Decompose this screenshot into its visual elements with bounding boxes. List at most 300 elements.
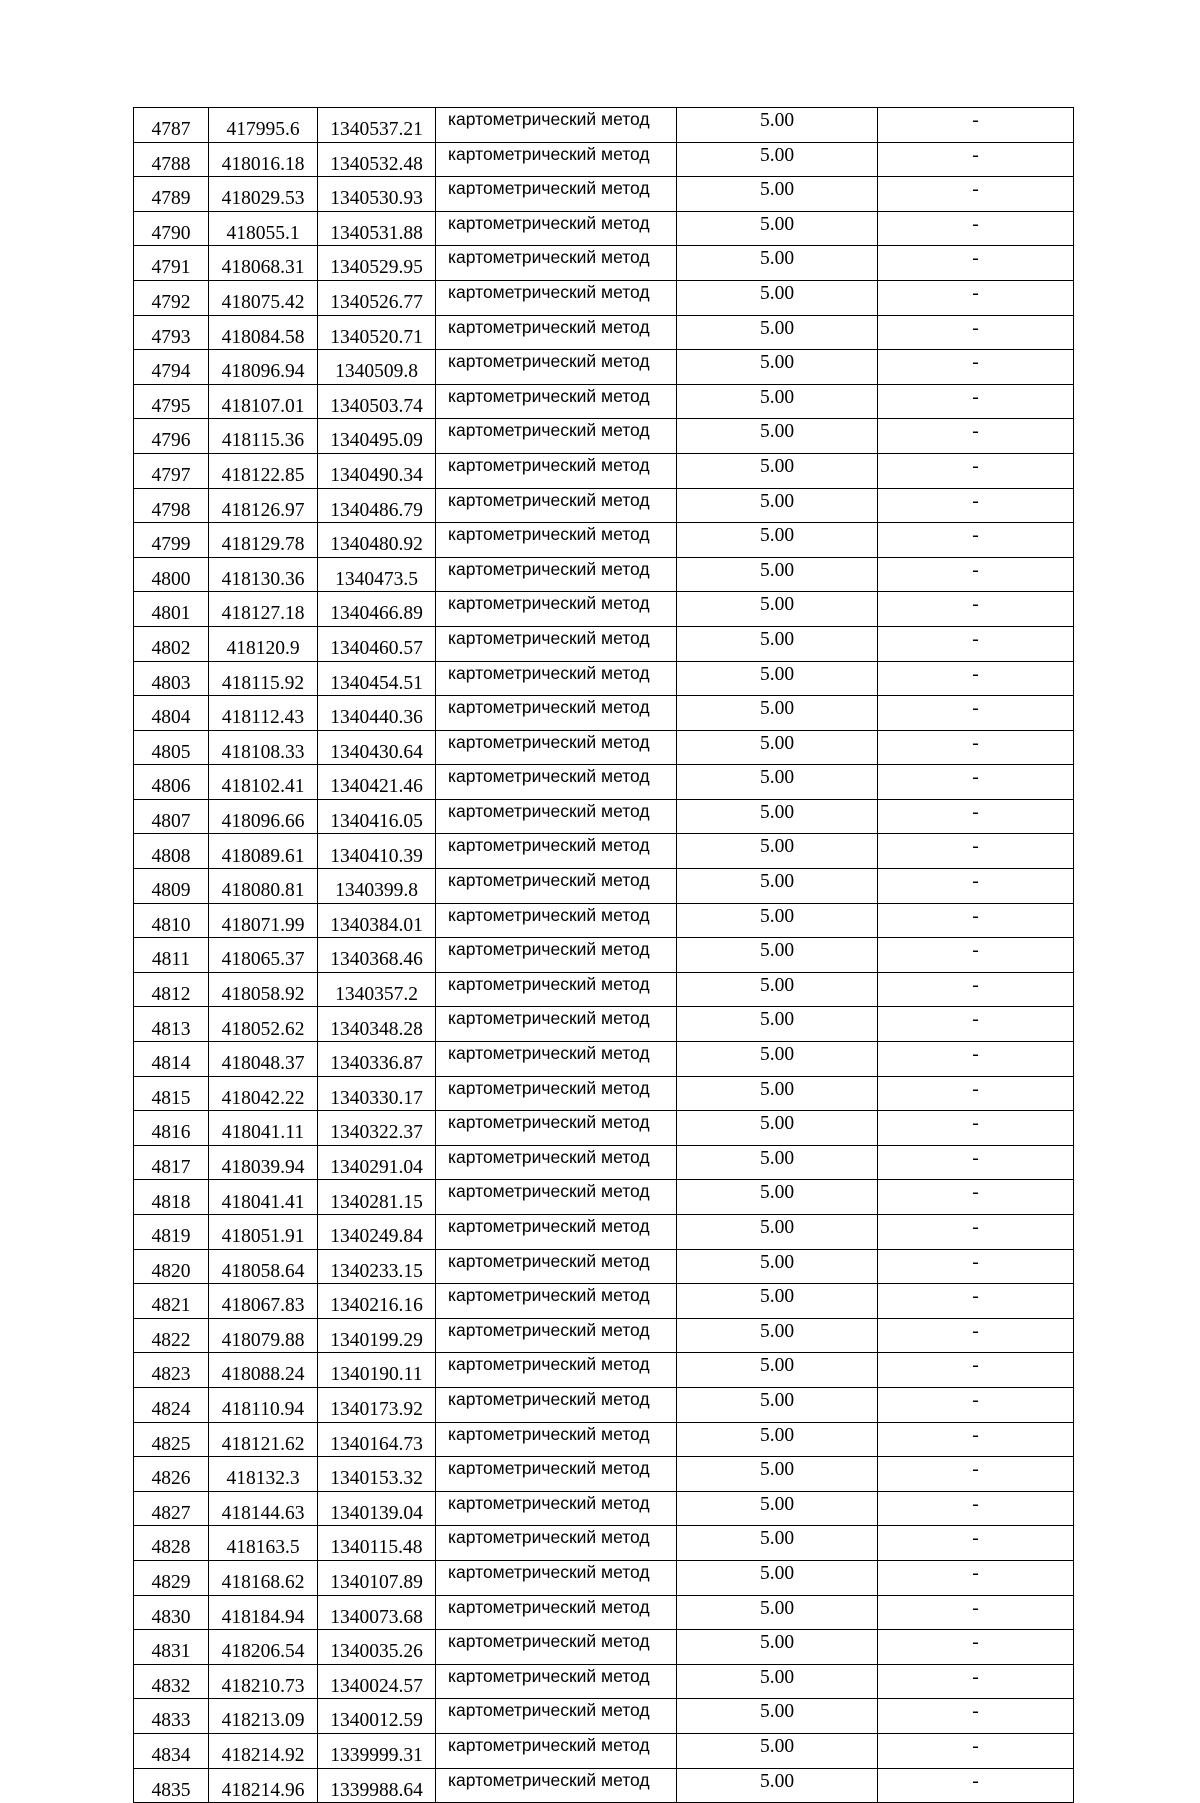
method-cell: картометрический метод bbox=[436, 1111, 677, 1146]
point-number-cell: 4827 bbox=[134, 1491, 209, 1526]
point-number-cell: 4821 bbox=[134, 1284, 209, 1319]
method-cell: картометрический метод bbox=[436, 350, 677, 385]
accuracy-cell: 5.00 bbox=[677, 1630, 878, 1665]
table-row bbox=[134, 765, 1074, 800]
description-cell: - bbox=[878, 1664, 1074, 1699]
y-coordinate-cell: 1340024.57 bbox=[318, 1664, 436, 1699]
x-coordinate-cell: 418112.43 bbox=[209, 696, 318, 731]
accuracy-cell: 5.00 bbox=[677, 280, 878, 315]
table-row bbox=[134, 1145, 1074, 1180]
point-number-cell: 4834 bbox=[134, 1733, 209, 1768]
description-cell: - bbox=[878, 834, 1074, 869]
description-cell: - bbox=[878, 1145, 1074, 1180]
description-cell: - bbox=[878, 903, 1074, 938]
description-cell: - bbox=[878, 280, 1074, 315]
accuracy-cell: 5.00 bbox=[677, 1318, 878, 1353]
description-cell: - bbox=[878, 661, 1074, 696]
x-coordinate-cell: 418102.41 bbox=[209, 765, 318, 800]
y-coordinate-cell: 1340330.17 bbox=[318, 1076, 436, 1111]
table-row bbox=[134, 1215, 1074, 1250]
method-cell: картометрический метод bbox=[436, 1630, 677, 1665]
point-number-cell: 4825 bbox=[134, 1422, 209, 1457]
description-cell: - bbox=[878, 1595, 1074, 1630]
method-cell: картометрический метод bbox=[436, 280, 677, 315]
description-cell: - bbox=[878, 350, 1074, 385]
table-row bbox=[134, 1560, 1074, 1595]
x-coordinate-cell: 418130.36 bbox=[209, 557, 318, 592]
method-cell: картометрический метод bbox=[436, 1526, 677, 1561]
x-coordinate-cell: 418016.18 bbox=[209, 142, 318, 177]
y-coordinate-cell: 1340454.51 bbox=[318, 661, 436, 696]
table-row bbox=[134, 1664, 1074, 1699]
y-coordinate-cell: 1340495.09 bbox=[318, 419, 436, 454]
table-row bbox=[134, 1733, 1074, 1768]
table-row bbox=[134, 419, 1074, 454]
method-cell: картометрический метод bbox=[436, 1180, 677, 1215]
x-coordinate-cell: 418058.64 bbox=[209, 1249, 318, 1284]
x-coordinate-cell: 418213.09 bbox=[209, 1699, 318, 1734]
accuracy-cell: 5.00 bbox=[677, 1145, 878, 1180]
method-cell: картометрический метод bbox=[436, 834, 677, 869]
x-coordinate-cell: 418041.11 bbox=[209, 1111, 318, 1146]
description-cell: - bbox=[878, 177, 1074, 212]
accuracy-cell: 5.00 bbox=[677, 903, 878, 938]
point-number-cell: 4799 bbox=[134, 523, 209, 558]
y-coordinate-cell: 1340490.34 bbox=[318, 453, 436, 488]
method-cell: картометрический метод bbox=[436, 799, 677, 834]
description-cell: - bbox=[878, 1457, 1074, 1492]
method-cell: картометрический метод bbox=[436, 626, 677, 661]
x-coordinate-cell: 418206.54 bbox=[209, 1630, 318, 1665]
table-row bbox=[134, 315, 1074, 350]
method-cell: картометрический метод bbox=[436, 1318, 677, 1353]
y-coordinate-cell: 1340281.15 bbox=[318, 1180, 436, 1215]
table-row bbox=[134, 1457, 1074, 1492]
table-row bbox=[134, 972, 1074, 1007]
description-cell: - bbox=[878, 696, 1074, 731]
accuracy-cell: 5.00 bbox=[677, 384, 878, 419]
y-coordinate-cell: 1340440.36 bbox=[318, 696, 436, 731]
x-coordinate-cell: 418065.37 bbox=[209, 938, 318, 973]
point-number-cell: 4789 bbox=[134, 177, 209, 212]
point-number-cell: 4832 bbox=[134, 1664, 209, 1699]
y-coordinate-cell: 1340473.5 bbox=[318, 557, 436, 592]
accuracy-cell: 5.00 bbox=[677, 523, 878, 558]
description-cell: - bbox=[878, 1215, 1074, 1250]
x-coordinate-cell: 418127.18 bbox=[209, 592, 318, 627]
description-cell: - bbox=[878, 1180, 1074, 1215]
table-row bbox=[134, 177, 1074, 212]
table-row bbox=[134, 869, 1074, 904]
method-cell: картометрический метод bbox=[436, 1491, 677, 1526]
description-cell: - bbox=[878, 557, 1074, 592]
description-cell: - bbox=[878, 1526, 1074, 1561]
y-coordinate-cell: 1340107.89 bbox=[318, 1560, 436, 1595]
x-coordinate-cell: 418075.42 bbox=[209, 280, 318, 315]
description-cell: - bbox=[878, 315, 1074, 350]
point-number-cell: 4805 bbox=[134, 730, 209, 765]
accuracy-cell: 5.00 bbox=[677, 1422, 878, 1457]
x-coordinate-cell: 418084.58 bbox=[209, 315, 318, 350]
accuracy-cell: 5.00 bbox=[677, 765, 878, 800]
method-cell: картометрический метод bbox=[436, 1595, 677, 1630]
y-coordinate-cell: 1340480.92 bbox=[318, 523, 436, 558]
accuracy-cell: 5.00 bbox=[677, 557, 878, 592]
description-cell: - bbox=[878, 972, 1074, 1007]
method-cell: картометрический метод bbox=[436, 903, 677, 938]
point-number-cell: 4814 bbox=[134, 1042, 209, 1077]
point-number-cell: 4813 bbox=[134, 1007, 209, 1042]
point-number-cell: 4796 bbox=[134, 419, 209, 454]
method-cell: картометрический метод bbox=[436, 211, 677, 246]
y-coordinate-cell: 1340291.04 bbox=[318, 1145, 436, 1180]
accuracy-cell: 5.00 bbox=[677, 315, 878, 350]
table-row bbox=[134, 1526, 1074, 1561]
x-coordinate-cell: 418126.97 bbox=[209, 488, 318, 523]
table-row bbox=[134, 384, 1074, 419]
point-number-cell: 4830 bbox=[134, 1595, 209, 1630]
x-coordinate-cell: 418168.62 bbox=[209, 1560, 318, 1595]
method-cell: картометрический метод bbox=[436, 1733, 677, 1768]
point-number-cell: 4817 bbox=[134, 1145, 209, 1180]
method-cell: картометрический метод bbox=[436, 419, 677, 454]
method-cell: картометрический метод bbox=[436, 1560, 677, 1595]
method-cell: картометрический метод bbox=[436, 696, 677, 731]
description-cell: - bbox=[878, 765, 1074, 800]
method-cell: картометрический метод bbox=[436, 592, 677, 627]
x-coordinate-cell: 418041.41 bbox=[209, 1180, 318, 1215]
table-row bbox=[134, 903, 1074, 938]
table-row bbox=[134, 350, 1074, 385]
y-coordinate-cell: 1340460.57 bbox=[318, 626, 436, 661]
point-number-cell: 4797 bbox=[134, 453, 209, 488]
method-cell: картометрический метод bbox=[436, 1076, 677, 1111]
accuracy-cell: 5.00 bbox=[677, 1111, 878, 1146]
point-number-cell: 4826 bbox=[134, 1457, 209, 1492]
accuracy-cell: 5.00 bbox=[677, 453, 878, 488]
table-row bbox=[134, 1422, 1074, 1457]
accuracy-cell: 5.00 bbox=[677, 1249, 878, 1284]
table-row bbox=[134, 626, 1074, 661]
y-coordinate-cell: 1340509.8 bbox=[318, 350, 436, 385]
table-row bbox=[134, 696, 1074, 731]
x-coordinate-cell: 418042.22 bbox=[209, 1076, 318, 1111]
method-cell: картометрический метод bbox=[436, 1664, 677, 1699]
table-row bbox=[134, 1111, 1074, 1146]
accuracy-cell: 5.00 bbox=[677, 1457, 878, 1492]
accuracy-cell: 5.00 bbox=[677, 1699, 878, 1734]
x-coordinate-cell: 418214.96 bbox=[209, 1768, 318, 1803]
x-coordinate-cell: 418052.62 bbox=[209, 1007, 318, 1042]
point-number-cell: 4823 bbox=[134, 1353, 209, 1388]
point-number-cell: 4787 bbox=[134, 108, 209, 143]
point-number-cell: 4800 bbox=[134, 557, 209, 592]
y-coordinate-cell: 1340530.93 bbox=[318, 177, 436, 212]
description-cell: - bbox=[878, 1318, 1074, 1353]
description-cell: - bbox=[878, 142, 1074, 177]
y-coordinate-cell: 1340073.68 bbox=[318, 1595, 436, 1630]
x-coordinate-cell: 418115.92 bbox=[209, 661, 318, 696]
x-coordinate-cell: 418110.94 bbox=[209, 1387, 318, 1422]
description-cell: - bbox=[878, 523, 1074, 558]
accuracy-cell: 5.00 bbox=[677, 1180, 878, 1215]
y-coordinate-cell: 1340532.48 bbox=[318, 142, 436, 177]
accuracy-cell: 5.00 bbox=[677, 246, 878, 281]
y-coordinate-cell: 1340526.77 bbox=[318, 280, 436, 315]
table-row bbox=[134, 453, 1074, 488]
accuracy-cell: 5.00 bbox=[677, 1042, 878, 1077]
y-coordinate-cell: 1340357.2 bbox=[318, 972, 436, 1007]
method-cell: картометрический метод bbox=[436, 1007, 677, 1042]
point-number-cell: 4818 bbox=[134, 1180, 209, 1215]
description-cell: - bbox=[878, 1387, 1074, 1422]
accuracy-cell: 5.00 bbox=[677, 799, 878, 834]
description-cell: - bbox=[878, 419, 1074, 454]
table-row bbox=[134, 661, 1074, 696]
description-cell: - bbox=[878, 626, 1074, 661]
y-coordinate-cell: 1340164.73 bbox=[318, 1422, 436, 1457]
description-cell: - bbox=[878, 1491, 1074, 1526]
description-cell: - bbox=[878, 1076, 1074, 1111]
x-coordinate-cell: 418048.37 bbox=[209, 1042, 318, 1077]
x-coordinate-cell: 418210.73 bbox=[209, 1664, 318, 1699]
point-number-cell: 4803 bbox=[134, 661, 209, 696]
accuracy-cell: 5.00 bbox=[677, 972, 878, 1007]
method-cell: картометрический метод bbox=[436, 108, 677, 143]
method-cell: картометрический метод bbox=[436, 1387, 677, 1422]
table-row bbox=[134, 1491, 1074, 1526]
point-number-cell: 4801 bbox=[134, 592, 209, 627]
accuracy-cell: 5.00 bbox=[677, 1284, 878, 1319]
accuracy-cell: 5.00 bbox=[677, 869, 878, 904]
description-cell: - bbox=[878, 1422, 1074, 1457]
y-coordinate-cell: 1339999.31 bbox=[318, 1733, 436, 1768]
description-cell: - bbox=[878, 592, 1074, 627]
point-number-cell: 4829 bbox=[134, 1560, 209, 1595]
table-row bbox=[134, 799, 1074, 834]
description-cell: - bbox=[878, 1111, 1074, 1146]
accuracy-cell: 5.00 bbox=[677, 592, 878, 627]
accuracy-cell: 5.00 bbox=[677, 1387, 878, 1422]
accuracy-cell: 5.00 bbox=[677, 696, 878, 731]
x-coordinate-cell: 418055.1 bbox=[209, 211, 318, 246]
x-coordinate-cell: 418129.78 bbox=[209, 523, 318, 558]
point-number-cell: 4819 bbox=[134, 1215, 209, 1250]
y-coordinate-cell: 1340173.92 bbox=[318, 1387, 436, 1422]
y-coordinate-cell: 1340410.39 bbox=[318, 834, 436, 869]
x-coordinate-cell: 417995.6 bbox=[209, 108, 318, 143]
description-cell: - bbox=[878, 246, 1074, 281]
y-coordinate-cell: 1340115.48 bbox=[318, 1526, 436, 1561]
method-cell: картометрический метод bbox=[436, 1353, 677, 1388]
accuracy-cell: 5.00 bbox=[677, 1733, 878, 1768]
coordinates-table-body bbox=[134, 108, 1074, 1803]
description-cell: - bbox=[878, 1699, 1074, 1734]
point-number-cell: 4809 bbox=[134, 869, 209, 904]
description-cell: - bbox=[878, 1630, 1074, 1665]
description-cell: - bbox=[878, 1768, 1074, 1803]
method-cell: картометрический метод bbox=[436, 730, 677, 765]
point-number-cell: 4810 bbox=[134, 903, 209, 938]
description-cell: - bbox=[878, 1353, 1074, 1388]
table-row bbox=[134, 1180, 1074, 1215]
x-coordinate-cell: 418115.36 bbox=[209, 419, 318, 454]
y-coordinate-cell: 1340233.15 bbox=[318, 1249, 436, 1284]
description-cell: - bbox=[878, 1733, 1074, 1768]
method-cell: картометрический метод bbox=[436, 557, 677, 592]
accuracy-cell: 5.00 bbox=[677, 1076, 878, 1111]
point-number-cell: 4793 bbox=[134, 315, 209, 350]
table-row bbox=[134, 142, 1074, 177]
description-cell: - bbox=[878, 108, 1074, 143]
accuracy-cell: 5.00 bbox=[677, 1560, 878, 1595]
accuracy-cell: 5.00 bbox=[677, 350, 878, 385]
y-coordinate-cell: 1340368.46 bbox=[318, 938, 436, 973]
point-number-cell: 4811 bbox=[134, 938, 209, 973]
y-coordinate-cell: 1340153.32 bbox=[318, 1457, 436, 1492]
y-coordinate-cell: 1340520.71 bbox=[318, 315, 436, 350]
point-number-cell: 4804 bbox=[134, 696, 209, 731]
y-coordinate-cell: 1340322.37 bbox=[318, 1111, 436, 1146]
description-cell: - bbox=[878, 1249, 1074, 1284]
table-row bbox=[134, 1007, 1074, 1042]
point-number-cell: 4828 bbox=[134, 1526, 209, 1561]
accuracy-cell: 5.00 bbox=[677, 730, 878, 765]
method-cell: картометрический метод bbox=[436, 661, 677, 696]
point-number-cell: 4802 bbox=[134, 626, 209, 661]
accuracy-cell: 5.00 bbox=[677, 1526, 878, 1561]
table-row bbox=[134, 246, 1074, 281]
table-row bbox=[134, 1699, 1074, 1734]
y-coordinate-cell: 1340139.04 bbox=[318, 1491, 436, 1526]
point-number-cell: 4788 bbox=[134, 142, 209, 177]
description-cell: - bbox=[878, 1560, 1074, 1595]
description-cell: - bbox=[878, 1042, 1074, 1077]
y-coordinate-cell: 1340537.21 bbox=[318, 108, 436, 143]
point-number-cell: 4831 bbox=[134, 1630, 209, 1665]
accuracy-cell: 5.00 bbox=[677, 142, 878, 177]
accuracy-cell: 5.00 bbox=[677, 661, 878, 696]
method-cell: картометрический метод bbox=[436, 384, 677, 419]
description-cell: - bbox=[878, 488, 1074, 523]
x-coordinate-cell: 418080.81 bbox=[209, 869, 318, 904]
point-number-cell: 4790 bbox=[134, 211, 209, 246]
x-coordinate-cell: 418214.92 bbox=[209, 1733, 318, 1768]
accuracy-cell: 5.00 bbox=[677, 108, 878, 143]
y-coordinate-cell: 1340199.29 bbox=[318, 1318, 436, 1353]
point-number-cell: 4820 bbox=[134, 1249, 209, 1284]
method-cell: картометрический метод bbox=[436, 142, 677, 177]
y-coordinate-cell: 1340249.84 bbox=[318, 1215, 436, 1250]
table-row bbox=[134, 1595, 1074, 1630]
accuracy-cell: 5.00 bbox=[677, 1215, 878, 1250]
y-coordinate-cell: 1340430.64 bbox=[318, 730, 436, 765]
table-row bbox=[134, 557, 1074, 592]
y-coordinate-cell: 1340421.46 bbox=[318, 765, 436, 800]
point-number-cell: 4791 bbox=[134, 246, 209, 281]
description-cell: - bbox=[878, 1284, 1074, 1319]
accuracy-cell: 5.00 bbox=[677, 1768, 878, 1803]
accuracy-cell: 5.00 bbox=[677, 177, 878, 212]
method-cell: картометрический метод bbox=[436, 1457, 677, 1492]
y-coordinate-cell: 1340190.11 bbox=[318, 1353, 436, 1388]
description-cell: - bbox=[878, 869, 1074, 904]
x-coordinate-cell: 418121.62 bbox=[209, 1422, 318, 1457]
method-cell: картометрический метод bbox=[436, 765, 677, 800]
point-number-cell: 4812 bbox=[134, 972, 209, 1007]
y-coordinate-cell: 1340384.01 bbox=[318, 903, 436, 938]
table-row bbox=[134, 1284, 1074, 1319]
x-coordinate-cell: 418089.61 bbox=[209, 834, 318, 869]
x-coordinate-cell: 418079.88 bbox=[209, 1318, 318, 1353]
method-cell: картометрический метод bbox=[436, 177, 677, 212]
x-coordinate-cell: 418067.83 bbox=[209, 1284, 318, 1319]
y-coordinate-cell: 1340348.28 bbox=[318, 1007, 436, 1042]
x-coordinate-cell: 418039.94 bbox=[209, 1145, 318, 1180]
accuracy-cell: 5.00 bbox=[677, 488, 878, 523]
method-cell: картометрический метод bbox=[436, 1249, 677, 1284]
x-coordinate-cell: 418144.63 bbox=[209, 1491, 318, 1526]
description-cell: - bbox=[878, 1007, 1074, 1042]
coordinates-table bbox=[133, 107, 1074, 1803]
method-cell: картометрический метод bbox=[436, 972, 677, 1007]
point-number-cell: 4808 bbox=[134, 834, 209, 869]
y-coordinate-cell: 1339988.64 bbox=[318, 1768, 436, 1803]
accuracy-cell: 5.00 bbox=[677, 1664, 878, 1699]
x-coordinate-cell: 418120.9 bbox=[209, 626, 318, 661]
point-number-cell: 4792 bbox=[134, 280, 209, 315]
method-cell: картометрический метод bbox=[436, 453, 677, 488]
table-row bbox=[134, 1387, 1074, 1422]
x-coordinate-cell: 418107.01 bbox=[209, 384, 318, 419]
description-cell: - bbox=[878, 730, 1074, 765]
accuracy-cell: 5.00 bbox=[677, 211, 878, 246]
table-row bbox=[134, 211, 1074, 246]
table-row bbox=[134, 1768, 1074, 1803]
point-number-cell: 4815 bbox=[134, 1076, 209, 1111]
table-row bbox=[134, 1042, 1074, 1077]
accuracy-cell: 5.00 bbox=[677, 1595, 878, 1630]
accuracy-cell: 5.00 bbox=[677, 419, 878, 454]
accuracy-cell: 5.00 bbox=[677, 1007, 878, 1042]
description-cell: - bbox=[878, 938, 1074, 973]
description-cell: - bbox=[878, 453, 1074, 488]
accuracy-cell: 5.00 bbox=[677, 938, 878, 973]
x-coordinate-cell: 418029.53 bbox=[209, 177, 318, 212]
point-number-cell: 4807 bbox=[134, 799, 209, 834]
table-row bbox=[134, 1630, 1074, 1665]
table-row bbox=[134, 1318, 1074, 1353]
table-row bbox=[134, 1249, 1074, 1284]
point-number-cell: 4794 bbox=[134, 350, 209, 385]
method-cell: картометрический метод bbox=[436, 1422, 677, 1457]
y-coordinate-cell: 1340529.95 bbox=[318, 246, 436, 281]
description-cell: - bbox=[878, 799, 1074, 834]
y-coordinate-cell: 1340531.88 bbox=[318, 211, 436, 246]
x-coordinate-cell: 418108.33 bbox=[209, 730, 318, 765]
point-number-cell: 4795 bbox=[134, 384, 209, 419]
x-coordinate-cell: 418132.3 bbox=[209, 1457, 318, 1492]
accuracy-cell: 5.00 bbox=[677, 1491, 878, 1526]
y-coordinate-cell: 1340216.16 bbox=[318, 1284, 436, 1319]
y-coordinate-cell: 1340035.26 bbox=[318, 1630, 436, 1665]
y-coordinate-cell: 1340416.05 bbox=[318, 799, 436, 834]
method-cell: картометрический метод bbox=[436, 1699, 677, 1734]
table-row bbox=[134, 730, 1074, 765]
method-cell: картометрический метод bbox=[436, 1284, 677, 1319]
table-row bbox=[134, 280, 1074, 315]
method-cell: картометрический метод bbox=[436, 938, 677, 973]
